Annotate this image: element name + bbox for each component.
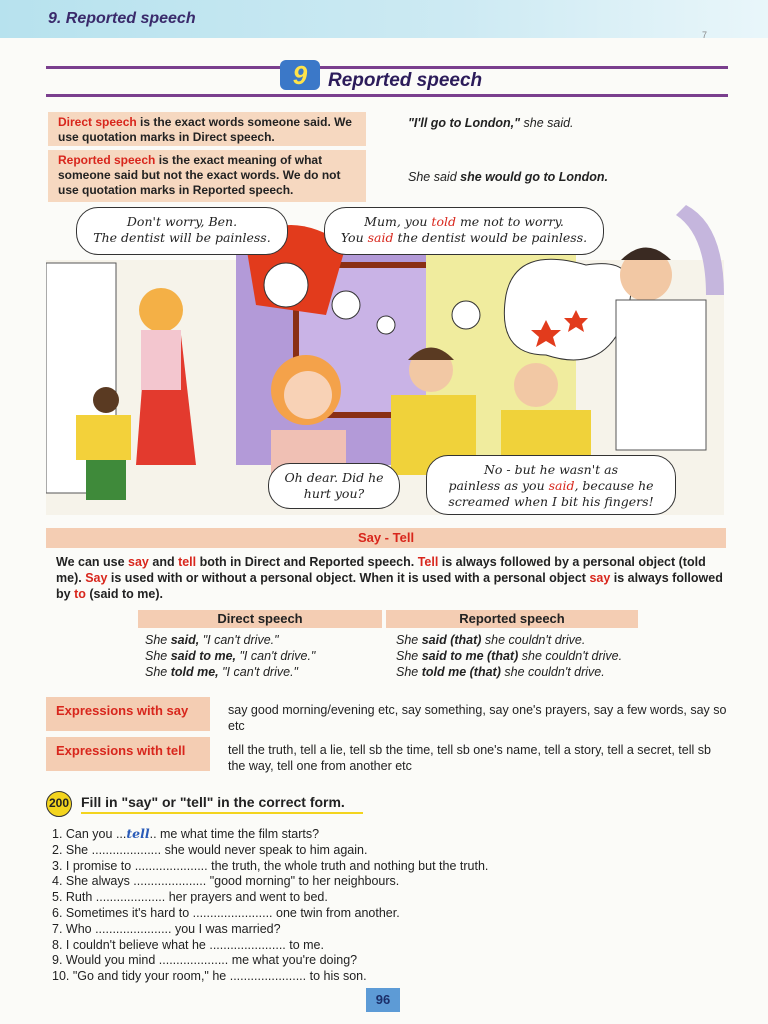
expressions-with-say-text: say good morning/evening etc, say something, say one's prayers, say a few words, say so etc [228,703,727,733]
item-text: 3. I promise to [52,858,135,873]
top-rule [46,66,728,69]
page-number: 96 [366,988,400,1012]
item-text: to me. [285,937,324,952]
chapter-title: Reported speech [328,70,483,91]
bubble-text: You [340,230,368,245]
bubble-highlight: said [548,478,575,493]
direct-speech-column-header: Direct speech [138,610,382,628]
item-blank[interactable]: ....................... [192,905,273,920]
item-text: the truth, the whole truth and nothing but the truth. [207,858,489,873]
ex-text: "I can't drive." [199,633,279,647]
exercise-item [52,969,488,985]
handwritten-answer: tell [126,826,150,841]
item-blank: .. [149,827,157,841]
expressions-with-say-label: Expressions with say [46,697,210,731]
item-blank[interactable]: ..................... [134,858,208,873]
ex-bold: said, [170,633,200,647]
para-text: We can use [56,555,129,569]
reported-speech-example [408,170,608,184]
page-mark: 7 [702,30,708,40]
chapter-badge: 9 [280,60,320,90]
bubble-line [437,478,665,494]
reported-speech-term: Reported speech [58,153,156,167]
ex-text: she couldn't drive. [518,649,623,663]
bubble-line: Don't worry, Ben. [126,214,238,229]
para-keyword: tell [178,555,197,569]
bubble-line: hurt you? [303,486,365,501]
direct-quote: "I'll go to London," [408,116,521,130]
para-keyword: Tell [417,555,439,569]
reported-speech-examples [396,632,622,680]
ex-text: she couldn't drive. [481,633,586,647]
exercise-item [52,938,488,954]
para-keyword: Say [85,571,108,585]
reported-speech-definition [48,150,366,202]
exercise-item [52,922,488,938]
ex-text: she couldn't drive. [500,665,605,679]
bubble-highlight: told [431,214,456,229]
bubble-text: painless as you [448,478,549,493]
item-text: to his son. [306,969,367,984]
para-text: both in Direct and Reported speech. [196,555,418,569]
exercise-underline [81,812,363,814]
direct-speech-term: Direct speech [58,115,137,129]
direct-speech-examples [145,632,315,680]
ex-text: "I can't drive." [218,665,298,679]
bubble-text: me not to worry. [455,214,564,229]
direct-speech-definition [48,112,366,146]
item-text: 10. "Go and tidy your room," he [52,969,230,984]
ex-text: She [145,665,171,679]
exercise-number-badge: 200 [46,791,72,817]
item-blank[interactable]: ..................... [133,874,207,889]
ex-text: She [396,649,422,663]
ex-text: She [145,649,171,663]
reported-example [396,664,622,680]
speech-bubble-boy [324,207,604,255]
reported-example-bold: she would go to London. [460,170,609,184]
bubble-line [335,214,593,230]
reported-example [396,648,622,664]
bubble-text: , because he [574,478,654,493]
bubble-text: the dentist would be painless. [393,230,588,245]
bubble-text: Mum, you [364,214,432,229]
exercise-item [52,953,488,969]
para-text: is always followed by [56,571,723,601]
exercise-item [52,890,488,906]
exercise-items [52,826,488,985]
item-text: "good morning" to her neighbours. [206,874,400,889]
bubble-line: screamed when I bit his fingers! [448,494,654,509]
ex-text: "I can't drive." [236,649,316,663]
para-text: and [148,555,179,569]
direct-example [145,648,315,664]
item-text: 8. I couldn't believe what he [52,937,210,952]
bottom-rule [46,94,728,97]
para-text: (said to me). [85,587,163,601]
item-blank: ... [115,827,127,841]
expressions-with-tell-text: tell the truth, tell a lie, tell sb the time, tell sb one's name, tell a story, tell a secret, tell sb the way, tell one from another etc [228,743,711,773]
exercise-instruction: Fill in "say" or "tell" in the correct form. [81,794,345,810]
ex-bold: said to me (that) [421,649,519,663]
comic-illustration [46,205,724,517]
para-text: is always followed by a personal object (told me). [56,555,706,585]
item-blank[interactable]: .................... [91,842,162,857]
speech-bubble-patient [426,455,676,515]
item-text: me what time the film starts? [156,827,320,841]
exercise-item [52,859,488,875]
item-text: she would never speak to him again. [161,842,368,857]
exercise-item [52,874,488,890]
item-text: one twin from another. [272,905,400,920]
item-text: me what you're doing? [228,953,358,968]
direct-quote-rest: she said. [520,116,574,130]
bubble-line: Oh dear. Did he [284,470,384,485]
item-blank[interactable]: .................... [95,890,166,905]
reported-example [396,632,622,648]
expressions-with-tell-label: Expressions with tell [46,737,210,771]
item-text: her prayers and went to bed. [165,890,328,905]
reported-speech-column-header: Reported speech [386,610,638,628]
item-text: 6. Sometimes it's hard to [52,905,193,920]
para-keyword: say [589,571,611,585]
item-text: 5. Ruth [52,890,96,905]
bubble-line [335,230,593,246]
direct-example [145,632,315,648]
say-tell-explanation [56,554,726,602]
item-text: 2. She [52,842,92,857]
item-text: 1. Can you [52,827,116,841]
exercise-item [52,843,488,859]
direct-example [145,664,315,680]
ex-bold: said (that) [421,633,482,647]
direct-speech-example [408,116,574,130]
exercise-item [52,906,488,922]
say-tell-heading: Say - Tell [46,528,726,548]
para-text: is used with or without a personal object. When it is used with a personal object [107,571,590,585]
ex-text: She [145,633,171,647]
para-keyword: say [128,555,149,569]
bubble-line: No - but he wasn't as [483,462,619,477]
reported-example-start: She said [408,170,461,184]
exercise-item [52,826,488,843]
item-blank[interactable]: ...................... [95,921,172,936]
item-blank[interactable]: .................... [158,953,229,968]
direct-speech-text: is the exact words someone said. We use quotation marks in Direct speech. [58,115,352,144]
ex-text: She [396,633,422,647]
item-text: 7. Who [52,921,96,936]
running-header: 9. Reported speech [48,10,196,27]
ex-text: She [396,665,422,679]
para-keyword: to [74,587,86,601]
bubble-highlight: said [367,230,394,245]
ex-bold: said to me, [170,649,237,663]
speech-bubble-girl [268,463,400,509]
bubble-line: The dentist will be painless. [93,230,271,245]
item-text: 4. She always [52,874,134,889]
ex-bold: told me, [170,665,219,679]
reported-speech-text: is the exact meaning of what someone said but not the exact words. We do not use quotation marks in Reported speech. [58,153,341,197]
item-blank[interactable]: ...................... [229,969,307,984]
item-text: you I was married? [171,921,281,936]
ex-bold: told me (that) [421,665,501,679]
item-blank[interactable]: ...................... [209,937,286,952]
speech-bubble-mother [76,207,288,255]
item-text: 9. Would you mind [52,953,159,968]
